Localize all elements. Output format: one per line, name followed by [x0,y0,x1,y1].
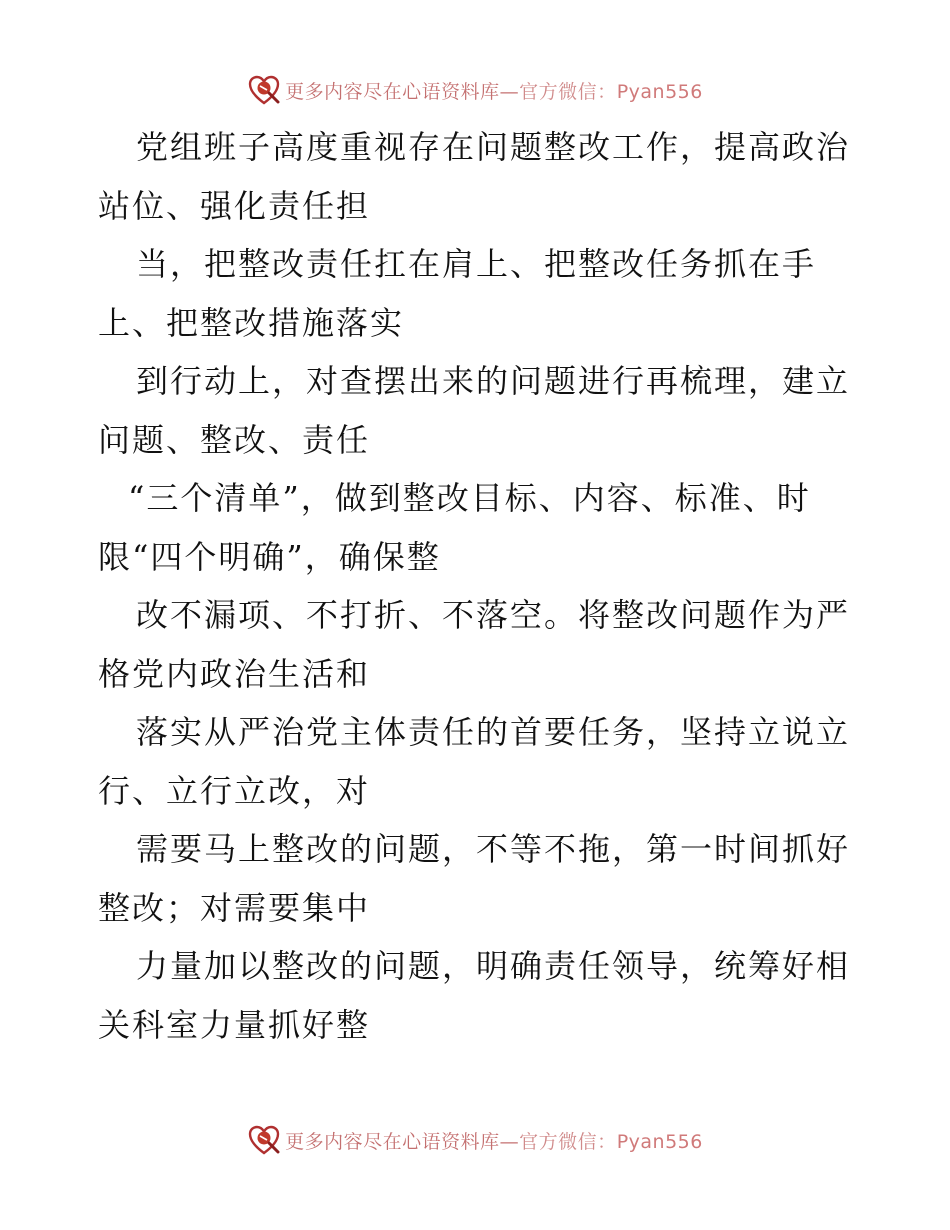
paragraph-line-3: 当，把整改责任扛在肩上、把整改任务抓在手 [136,245,817,283]
header-watermark [0,70,950,110]
paragraph-line-4: 上、把整改措施落实 [98,303,405,342]
paragraph-line-7: “三个清单”，做到整改目标、内容、标准、时 [128,479,811,517]
paragraph-line-10: 格党内政治生活和 [98,654,371,693]
paragraph-line-11: 落实从严治党主体责任的首要任务，坚持立说立 [136,713,851,751]
heart-pen-logo-icon [247,1123,281,1157]
watermark-brand: 更多内容尽在心语资料库 [285,1130,500,1153]
paragraph-line-15: 力量加以整改的问题，明确责任领导，统筹好相 [136,947,851,985]
paragraph-line-6: 问题、整改、责任 [98,420,371,459]
paragraph-line-2: 站位、强化责任担 [98,186,371,225]
watermark-wechat-id: Pyan556 [616,80,703,103]
watermark-official-label: 官方微信： [519,1130,617,1153]
paragraph-line-16: 关科室力量抓好整 [98,1005,371,1044]
heart-pen-logo-icon [247,73,281,107]
watermark-text [285,1127,703,1154]
paragraph-line-13: 需要马上整改的问题，不等不拖，第一时间抓好 [136,830,851,868]
watermark-text [285,77,703,104]
document-body [98,118,858,1054]
paragraph-line-9: 改不漏项、不打折、不落空。将整改问题作为严 [136,596,851,634]
watermark-wechat-id: Pyan556 [616,1130,703,1153]
paragraph-line-8: 限“四个明确”，确保整 [98,537,441,576]
watermark-official-label: 官方微信： [519,80,617,103]
footer-watermark [0,1120,950,1160]
paragraph-line-5: 到行动上，对查摆出来的问题进行再梳理，建立 [136,362,851,400]
paragraph-line-14: 整改；对需要集中 [98,888,371,927]
watermark-dash: — [499,1130,520,1153]
watermark-brand: 更多内容尽在心语资料库 [285,80,500,103]
paragraph-line-1: 党组班子高度重视存在问题整改工作，提高政治 [136,128,851,166]
paragraph-line-12: 行、立行立改，对 [98,771,371,810]
watermark-dash: — [499,80,520,103]
